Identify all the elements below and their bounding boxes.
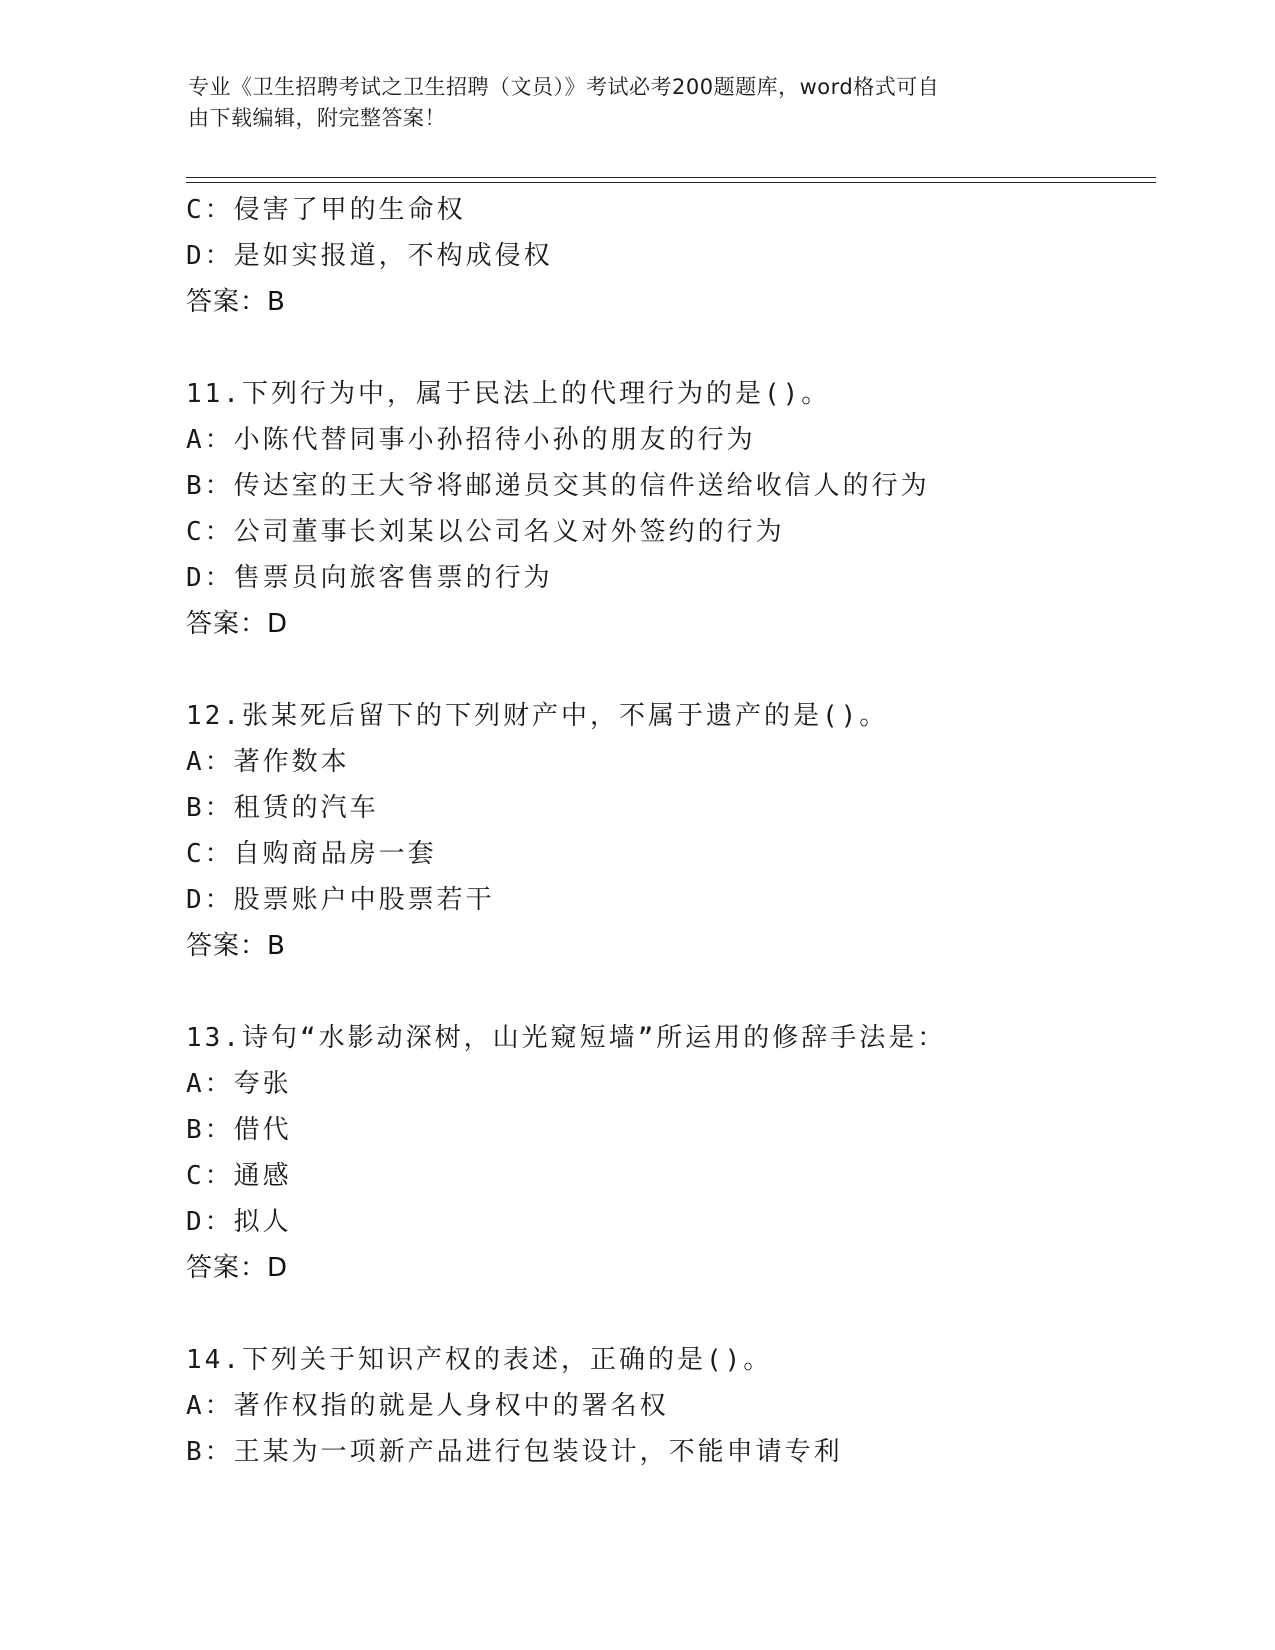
option-c: C：自购商品房一套 (186, 839, 437, 869)
spacer (186, 647, 1166, 693)
answer-line: 答案：D (186, 609, 289, 639)
question-stem: 11.下列行为中，属于民法上的代理行为的是()。 (186, 379, 831, 409)
question-block-prev (186, 187, 1166, 325)
answer-line: 答案：D (186, 1253, 289, 1283)
question-list (186, 187, 1166, 1475)
spacer (186, 1291, 1166, 1337)
answer-line: 答案：B (186, 931, 286, 961)
question-stem: 14.下列关于知识产权的表述，正确的是()。 (186, 1345, 773, 1375)
option-c: C：侵害了甲的生命权 (186, 195, 466, 225)
option-d: D：拟人 (186, 1207, 292, 1237)
header-line-1: 专业《卫生招聘考试之卫生招聘（文员）》考试必考200题题库，word格式可自 (188, 75, 940, 99)
option-b: B：传达室的王大爷将邮递员交其的信件送给收信人的行为 (186, 471, 930, 501)
question-stem: 12.张某死后留下的下列财产中，不属于遗产的是()。 (186, 701, 889, 731)
option-d: D：股票账户中股票若干 (186, 885, 495, 915)
option-a: A：夸张 (186, 1069, 292, 1099)
question-block-14 (186, 1337, 1166, 1475)
question-block-13 (186, 1015, 1166, 1291)
spacer (186, 969, 1166, 1015)
option-b: B：租赁的汽车 (186, 793, 379, 823)
option-c: C：通感 (186, 1161, 292, 1191)
option-b: B：借代 (186, 1115, 292, 1145)
header-divider (186, 177, 1156, 183)
question-block-12 (186, 693, 1166, 969)
option-c: C：公司董事长刘某以公司名义对外签约的行为 (186, 517, 785, 547)
option-a: A：小陈代替同事小孙招待小孙的朋友的行为 (186, 425, 756, 455)
question-stem: 13.诗句“水影动深树，山光窥短墙”所运用的修辞手法是： (186, 1023, 947, 1053)
answer-line: 答案：B (186, 287, 286, 317)
option-d: D：售票员向旅客售票的行为 (186, 563, 553, 593)
document-header (188, 72, 1068, 134)
option-a: A：著作权指的就是人身权中的署名权 (186, 1391, 669, 1421)
spacer (186, 325, 1166, 371)
header-line-2: 由下载编辑，附完整答案！ (188, 106, 446, 130)
option-a: A：著作数本 (186, 747, 350, 777)
option-d: D：是如实报道，不构成侵权 (186, 241, 553, 271)
question-block-11 (186, 371, 1166, 647)
option-b: B：王某为一项新产品进行包装设计，不能申请专利 (186, 1437, 843, 1467)
